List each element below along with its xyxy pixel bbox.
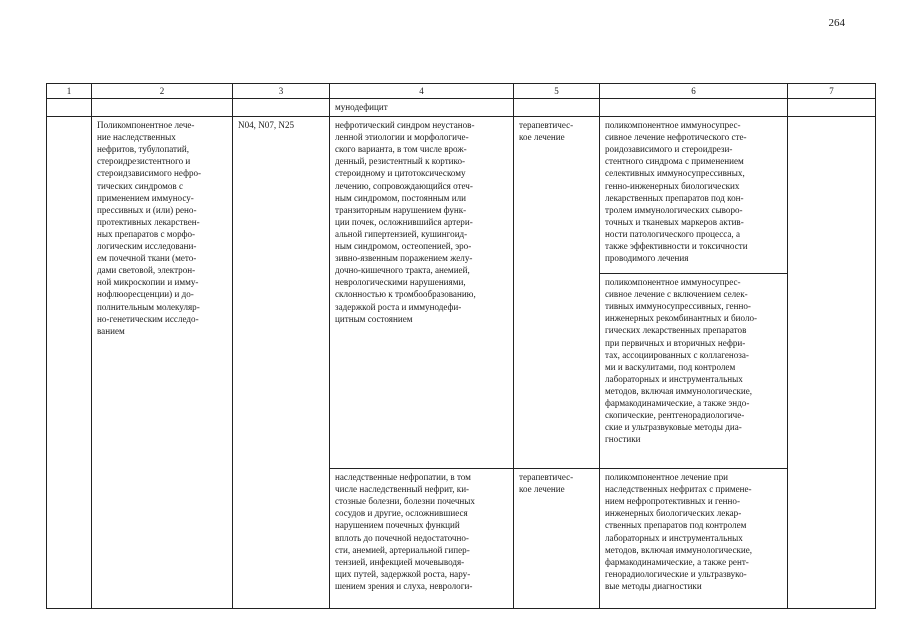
treatment-type-2: терапевтичес- кое лечение xyxy=(514,469,600,609)
continuation-cell-1 xyxy=(47,99,92,117)
table-header-row xyxy=(47,84,876,99)
continuation-cell-2 xyxy=(92,99,233,117)
treatment-method-3: поликомпонентное лечение при наследственных нефритах с примене- нием нефропротективных и генно- инженерных биологических лекар- ственных препаратов под контролем лабораторных и инструментальных методов, включая иммунологические, фармакодинамические, а также рент- генорадиологические и ультразвуко- вые методы диагностики xyxy=(600,469,788,609)
treatment-type-1: терапевтичес- кое лечение xyxy=(514,117,600,469)
column-number-2: 2 xyxy=(92,84,233,99)
column-number-3: 3 xyxy=(233,84,330,99)
tariff-cell xyxy=(788,117,876,609)
care-methods-table xyxy=(46,83,876,609)
table-row xyxy=(47,117,876,274)
care-profile-name: Поликомпонентное лече- ние наследственных нефритов, тубулопатий, стероидрезистентного и стероидзависимого нефро- тических синдромов с применением иммуносу- прессивных и (или) рено- протективных лекарствен- ных препаратов с морфо- логическим исследовани- ем почечной ткани (мето- дами световой, электрон- ной микроскопии и имму- нофлюоресценции) и до- полнительным молекуляр- но-генетическим исследо- ванием xyxy=(92,117,233,609)
column-number-7: 7 xyxy=(788,84,876,99)
patient-model-1: нефротический синдром неустанов- ленной этиологии и морфологиче- ского варианта, в том числе врож- денный, резистентный к кортико- стероидному и цитотоксическому лечению, сопровождающийся отеч- ным синдромом, постоянным или транзиторным нарушением функ- ции почек, осложнившийся артери- альной гипертензией, кушингоид- ным синдромом, остеопенией, эро- зивно-язвенным поражением желу- дочно-кишечного тракта, анемией, неврологическими нарушениями, склонностью к тромбообразованию, задержкой роста и иммунодефи- цитным состоянием xyxy=(330,117,514,469)
continuation-cell-6 xyxy=(600,99,788,117)
page-number: 264 xyxy=(828,17,845,29)
column-number-4: 4 xyxy=(330,84,514,99)
continuation-model-text: мунодефицит xyxy=(330,99,514,117)
patient-model-2: наследственные нефропатии, в том числе наследственный нефрит, ки- стозные болезни, болезни почечных сосудов и другие, осложнившиеся нарушением почечных функций вплоть до почечной недостаточно- сти, анемией, артериальной гипер- тензией, инфекцией мочевыводя- щих путей, задержкой роста, нару- шением зрения и слуха, неврологи- xyxy=(330,469,514,609)
column-number-5: 5 xyxy=(514,84,600,99)
continuation-row xyxy=(47,99,876,117)
continuation-cell-3 xyxy=(233,99,330,117)
row-number-cell xyxy=(47,117,92,609)
column-number-6: 6 xyxy=(600,84,788,99)
treatment-method-1: поликомпонентное иммуносупрес- сивное лечение нефротического сте- роидозависимого и стероидрези- стентного синдрома с применением селективных иммуносупрессивных, генно-инженерных биологических лекарственных препаратов под кон- тролем иммунологических сыворо- точных и тканевых маркеров актив- ности патологического процесса, а также эффективности и токсичности проводимого лечения xyxy=(600,117,788,274)
icd-codes: N04, N07, N25 xyxy=(233,117,330,609)
column-number-1: 1 xyxy=(47,84,92,99)
treatment-method-2: поликомпонентное иммуносупрес- сивное лечение с включением селек- тивных иммуносупрессивных, генно- инженерных рекомбинантных и биоло- гических лекарственных препаратов при первичных и вторичных нефри- тах, ассоциированных с коллагенозa- ми и васкулитами, под контролем лабораторных и инструментальных методов, включая иммунологические, фармакодинамические, а также эндо- скопические, рентгенорадиологиче- ские и ультразвуковые методы диа- гностики xyxy=(600,274,788,469)
continuation-cell-7 xyxy=(788,99,876,117)
continuation-cell-5 xyxy=(514,99,600,117)
